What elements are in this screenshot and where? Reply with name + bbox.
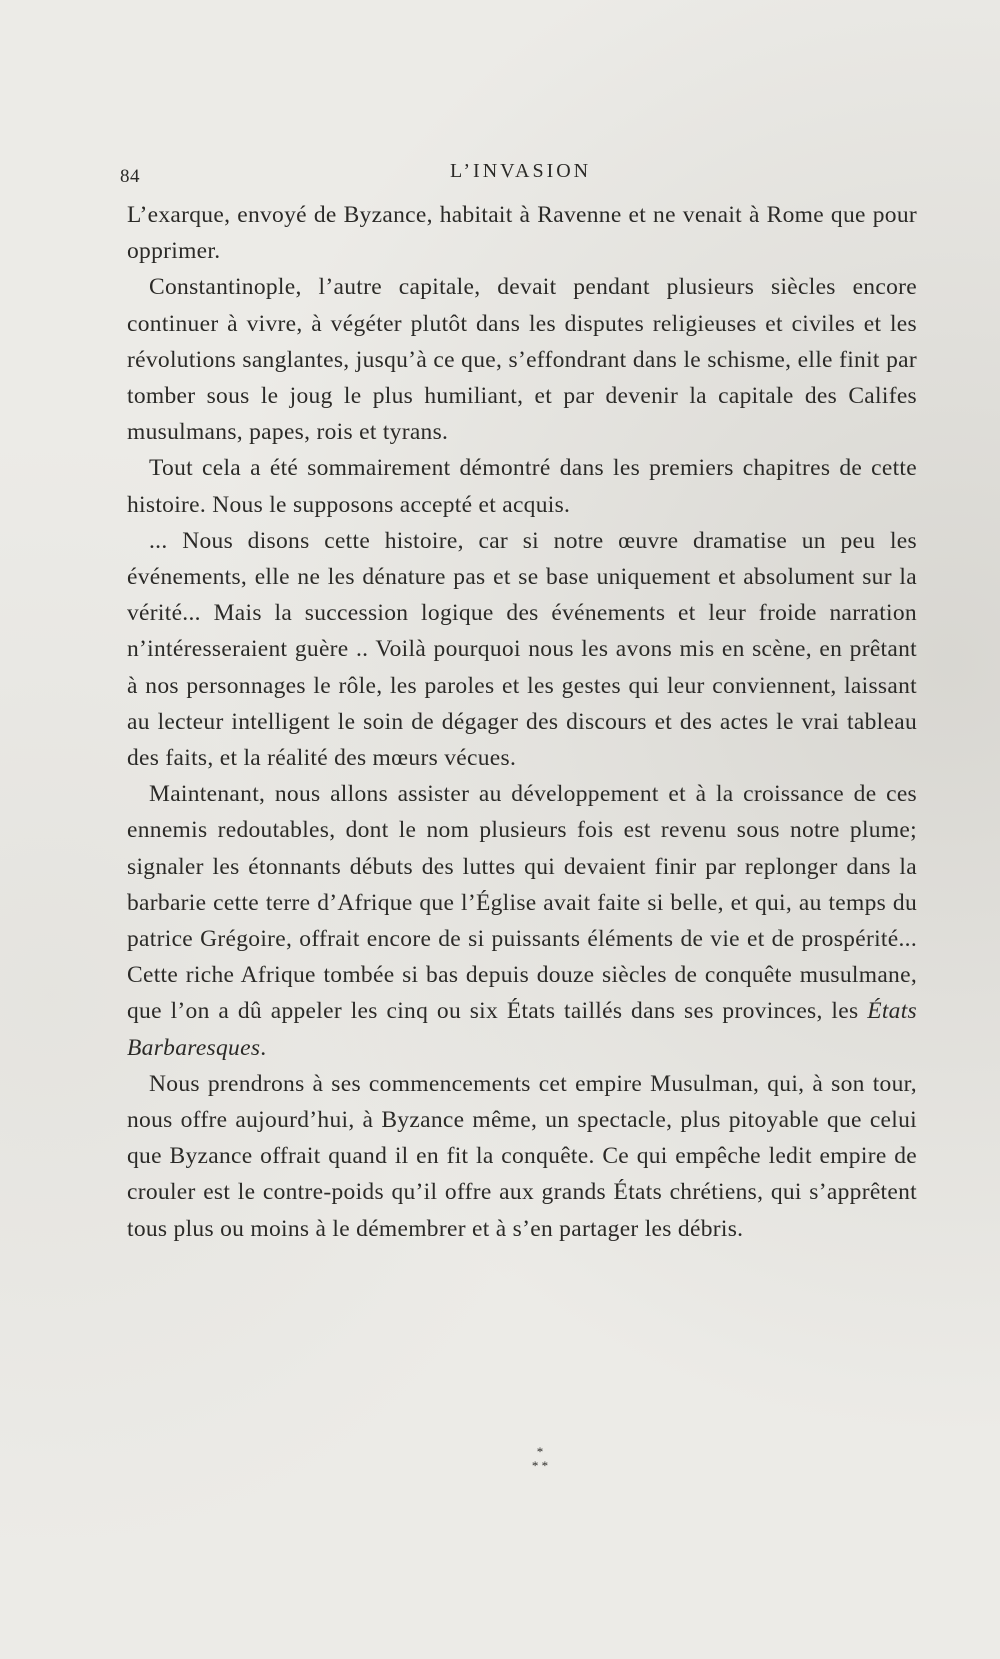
paragraph-4: ... Nous disons cette histoire, car si notre œuvre dramatise un peu les événements, elle ne les dénature pas et se base uniquement et absolument sur la vérité... Mais la succession logique des événements et leur froide narration n’intéresseraient guère .. Voilà pourquoi nous les avons mis en scène, en prêtant à nos personnages le rôle, les paroles et les gestes qui leur conviennent, laissant au lecteur intelligent le soin de dégager des discours et des actes le vrai tableau des faits, et la réalité des mœurs vécues. <box>127 527 917 772</box>
paragraph-5-italic: États Barbaresques <box>127 998 917 1061</box>
asterism-bottom: * * <box>531 1458 549 1473</box>
body-text <box>127 197 917 1247</box>
paragraph-5-end: . <box>260 1034 267 1061</box>
paragraph-5 <box>127 776 917 1066</box>
running-title: L’INVASION <box>450 160 592 182</box>
paragraph-3: Tout cela a été sommairement démontré dans les premiers chapitres de cette histoire. Nous le supposons accepté et acquis. <box>127 455 917 518</box>
paragraph-5-text: Maintenant, nous allons assister au développement et à la croissance de ces ennemis redoutables, dont le nom plusieurs fois est revenu sous notre plume; signaler les étonnants débuts des luttes qui devaient finir par replonger dans la barbarie cette terre d’Afrique que l’Église avait faite si belle, et qui, au temps du patrice Grégoire, offrait encore de si puissants éléments de vie et de prospérité... Cette riche Afrique tombée si bas depuis douze siècles de conquête musulmane, que l’on a dû appeler les cinq ou six États taillés dans ses provinces, les <box>127 781 917 1025</box>
asterism <box>510 1445 570 1473</box>
asterism-top: * <box>536 1444 544 1459</box>
paragraph-1: L’exarque, envoyé de Byzance, habitait à Ravenne et ne venait à Rome que pour opprimer. <box>127 202 917 265</box>
paragraph-6: Nous prendrons à ses commencements cet empire Musulman, qui, à son tour, nous offre aujourd’hui, à Byzance même, un spectacle, plus pitoyable que celui que Byzance offrait quand il en fit la conquête. Ce qui empêche ledit empire de crouler est le contre-poids qu’il offre aux grands États chrétiens, qui s’apprêtent tous plus ou moins à le démembrer et à s’en partager les débris. <box>127 1070 917 1242</box>
page-number: 84 <box>120 166 140 187</box>
paragraph-2: Constantinople, l’autre capitale, devait pendant plusieurs siècles encore continuer à vivre, à végéter plutôt dans les disputes religieuses et civiles et les révolutions sanglantes, jusqu’à ce que, s’effondrant dans le schisme, elle finit par tomber sous le joug le plus humiliant, et par devenir la capitale des Califes musulmans, papes, rois et tyrans. <box>127 274 917 446</box>
running-head <box>120 160 900 190</box>
